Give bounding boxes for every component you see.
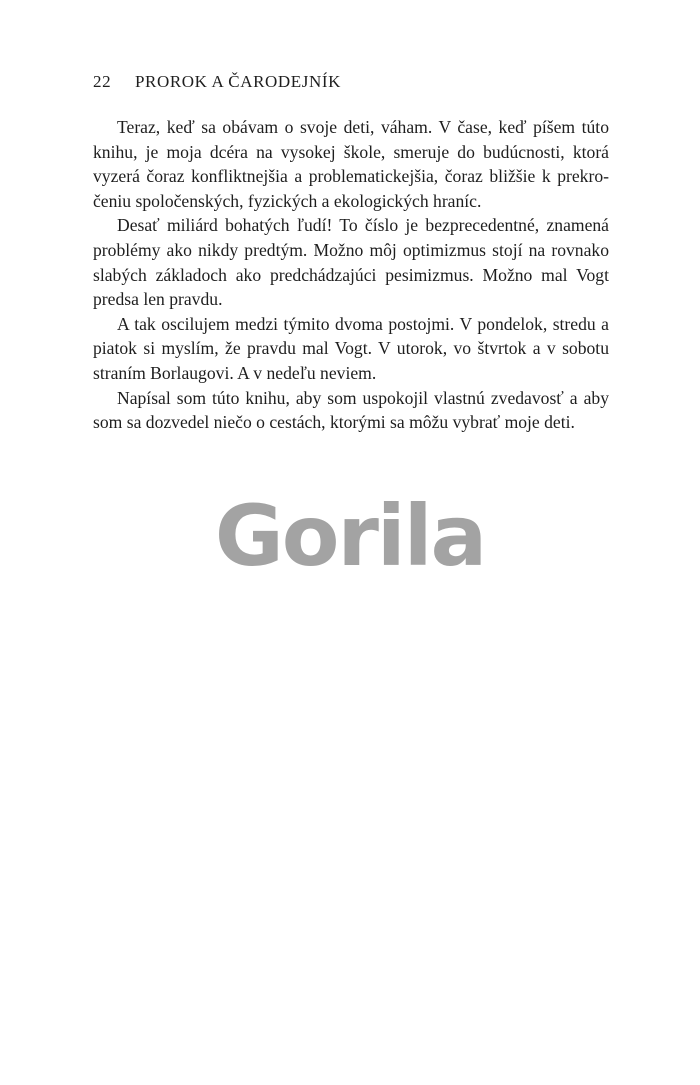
book-title: PROROK A ČARODEJNÍK	[135, 72, 341, 91]
paragraph-4: Napísal som túto knihu, aby som uspokojil vlastnú zvedavosť a aby som sa dozvedel niečo o cestách, ktorými sa môžu vybrať moje deti.	[93, 387, 609, 433]
body-text	[93, 115, 609, 435]
paragraph-3: A tak oscilujem medzi týmito dvoma postojmi. V pondelok, stredu a piatok si myslím, že pravdu mal Vogt. V utorok, vo štvrtok a v sobotu straním Borlaugovi. A v nedeľu neviem.	[93, 313, 609, 383]
publisher-watermark-logo: Gorila	[214, 487, 486, 585]
paragraph-2: Desať miliárd bohatých ľudí! To číslo je bezprecedentné, znamená problémy ako nikdy predtým. Možno môj optimizmus stojí na rovnako slabých základoch ako predchádzajúci pesimizmus. Možno mal Vogt predsa len pravdu.	[93, 215, 609, 310]
page-number: 22	[93, 72, 112, 91]
paragraph-1: Teraz, keď sa obávam o svoje deti, váham. V čase, keď píšem túto knihu, je moja dcéra na vysokej škole, smeruje do budúcnosti, ktorá vyzerá čoraz konfliktnejšia a problematickejšia, čoraz bližšie k prekročeniu spoločenských, fyzických a ekologických hraníc.	[93, 117, 609, 211]
running-head	[93, 72, 341, 92]
